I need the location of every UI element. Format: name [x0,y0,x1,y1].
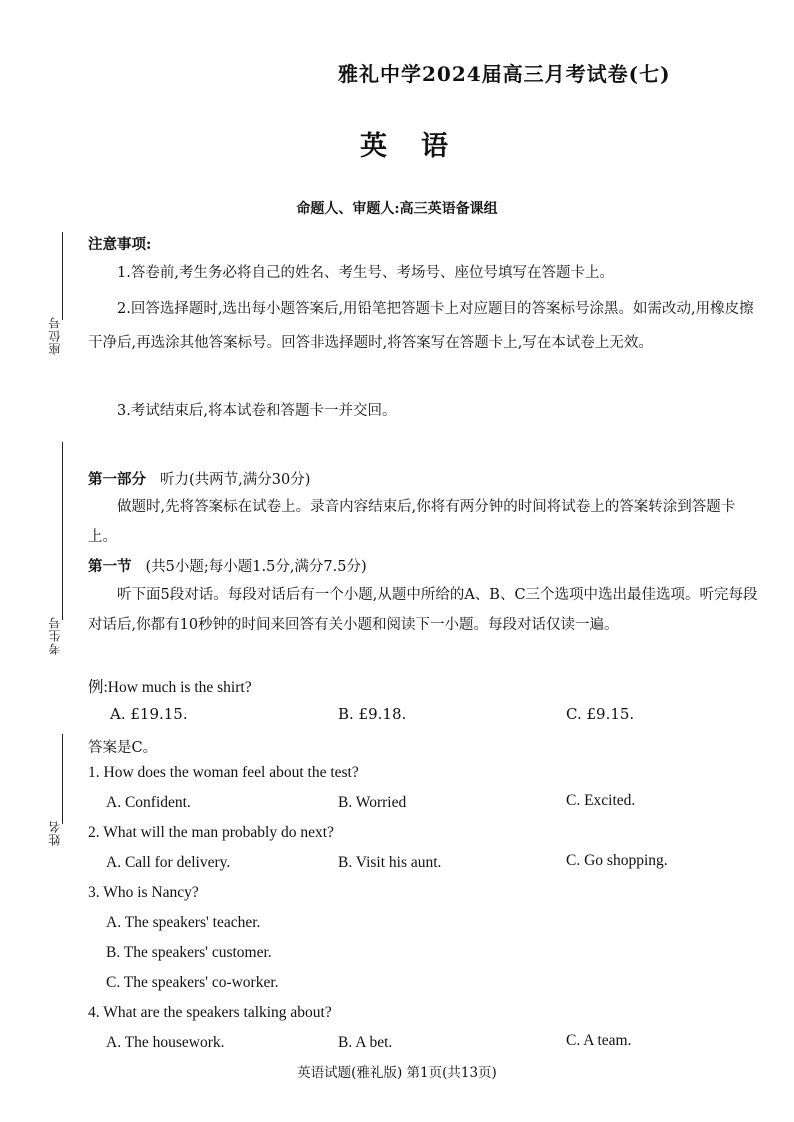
question-3-option-a: A. The speakers' teacher. [106,914,261,931]
note-3: 3.考试结束后,将本试卷和答题卡一并交回。 [117,403,397,419]
section1-score: (共5小题;每小题1.5分,满分7.5分) [145,559,367,575]
example-option-a: A. £19.15. [110,705,188,723]
seat-label: 座位号 [48,316,62,355]
question-2-option-c: C. Go shopping. [566,852,668,869]
section1-instruction: 听下面5段对话。每段对话后有一个小题,从题中所给的A、B、C三个选项中选出最佳选项。听完每段对话后,你都有10秒钟的时间来回答有关小题和阅读下一小题。每段对话仅读一遍。 [88,587,758,633]
exam-no-label: 考生号 [48,616,62,655]
question-3-option-c: C. The speakers' co-worker. [106,974,279,991]
note-1: 1.答卷前,考生务必将自己的姓名、考生号、考场号、座位号填写在答题卡上。 [117,265,614,281]
note-2: 2.回答选择题时,选出每小题答案后,用铅笔把答题卡上对应题目的答案标号涂黑。如需改动,用橡皮擦干净后,再选涂其他答案标号。回答非选择题时,将答案写在答题卡上,写在本试卷上无效。 [88,301,754,351]
question-4-option-c: C. A team. [566,1032,632,1049]
subject-title: 英语 [360,131,482,162]
question-4: 4. What are the speakers talking about? [88,1004,332,1021]
exam-title: 雅礼中学2024届高三月考试卷(七) [338,62,671,86]
authors-line: 命题人、审题人:高三英语备课组 [296,201,498,217]
seat-line [62,232,63,320]
question-2-option-a: A. Call for delivery. [106,854,231,871]
question-1-option-a: A. Confident. [106,794,191,811]
part1-title [88,468,310,489]
section1-head: 第一节 [88,558,132,575]
name-label: 姓名 [48,820,62,846]
question-1-option-c: C. Excited. [566,792,636,809]
section1-title [88,555,367,576]
part1-instruction: 做题时,先将答案标在试卷上。录音内容结束后,你将有两分钟的时间将试卷上的答案转涂到答题卡上。 [88,499,736,545]
notes-label: 注意事项: [88,236,152,253]
question-3-option-b: B. The speakers' customer. [106,944,272,961]
question-4-option-b: B. A bet. [338,1034,393,1051]
question-2-option-b: B. Visit his aunt. [338,854,442,871]
question-1: 1. How does the woman feel about the test? [88,764,359,781]
name-line [62,734,63,824]
page-footer: 英语试题(雅礼版) 第1页(共13页) [297,1065,497,1081]
question-1-option-b: B. Worried [338,794,407,811]
question-2: 2. What will the man probably do next? [88,824,334,841]
question-4-option-a: A. The housework. [106,1034,225,1051]
example-option-c: C. £9.15. [566,705,635,723]
exam-no-line [62,442,63,620]
question-3: 3. Who is Nancy? [88,884,199,901]
example-option-b: B. £9.18. [338,705,407,723]
part1-head: 第一部分 [88,471,146,488]
example-question: 例:How much is the shirt? [88,679,252,696]
example-answer: 答案是C。 [88,740,158,756]
part1-score: 听力(共两节,满分30分) [160,472,311,488]
